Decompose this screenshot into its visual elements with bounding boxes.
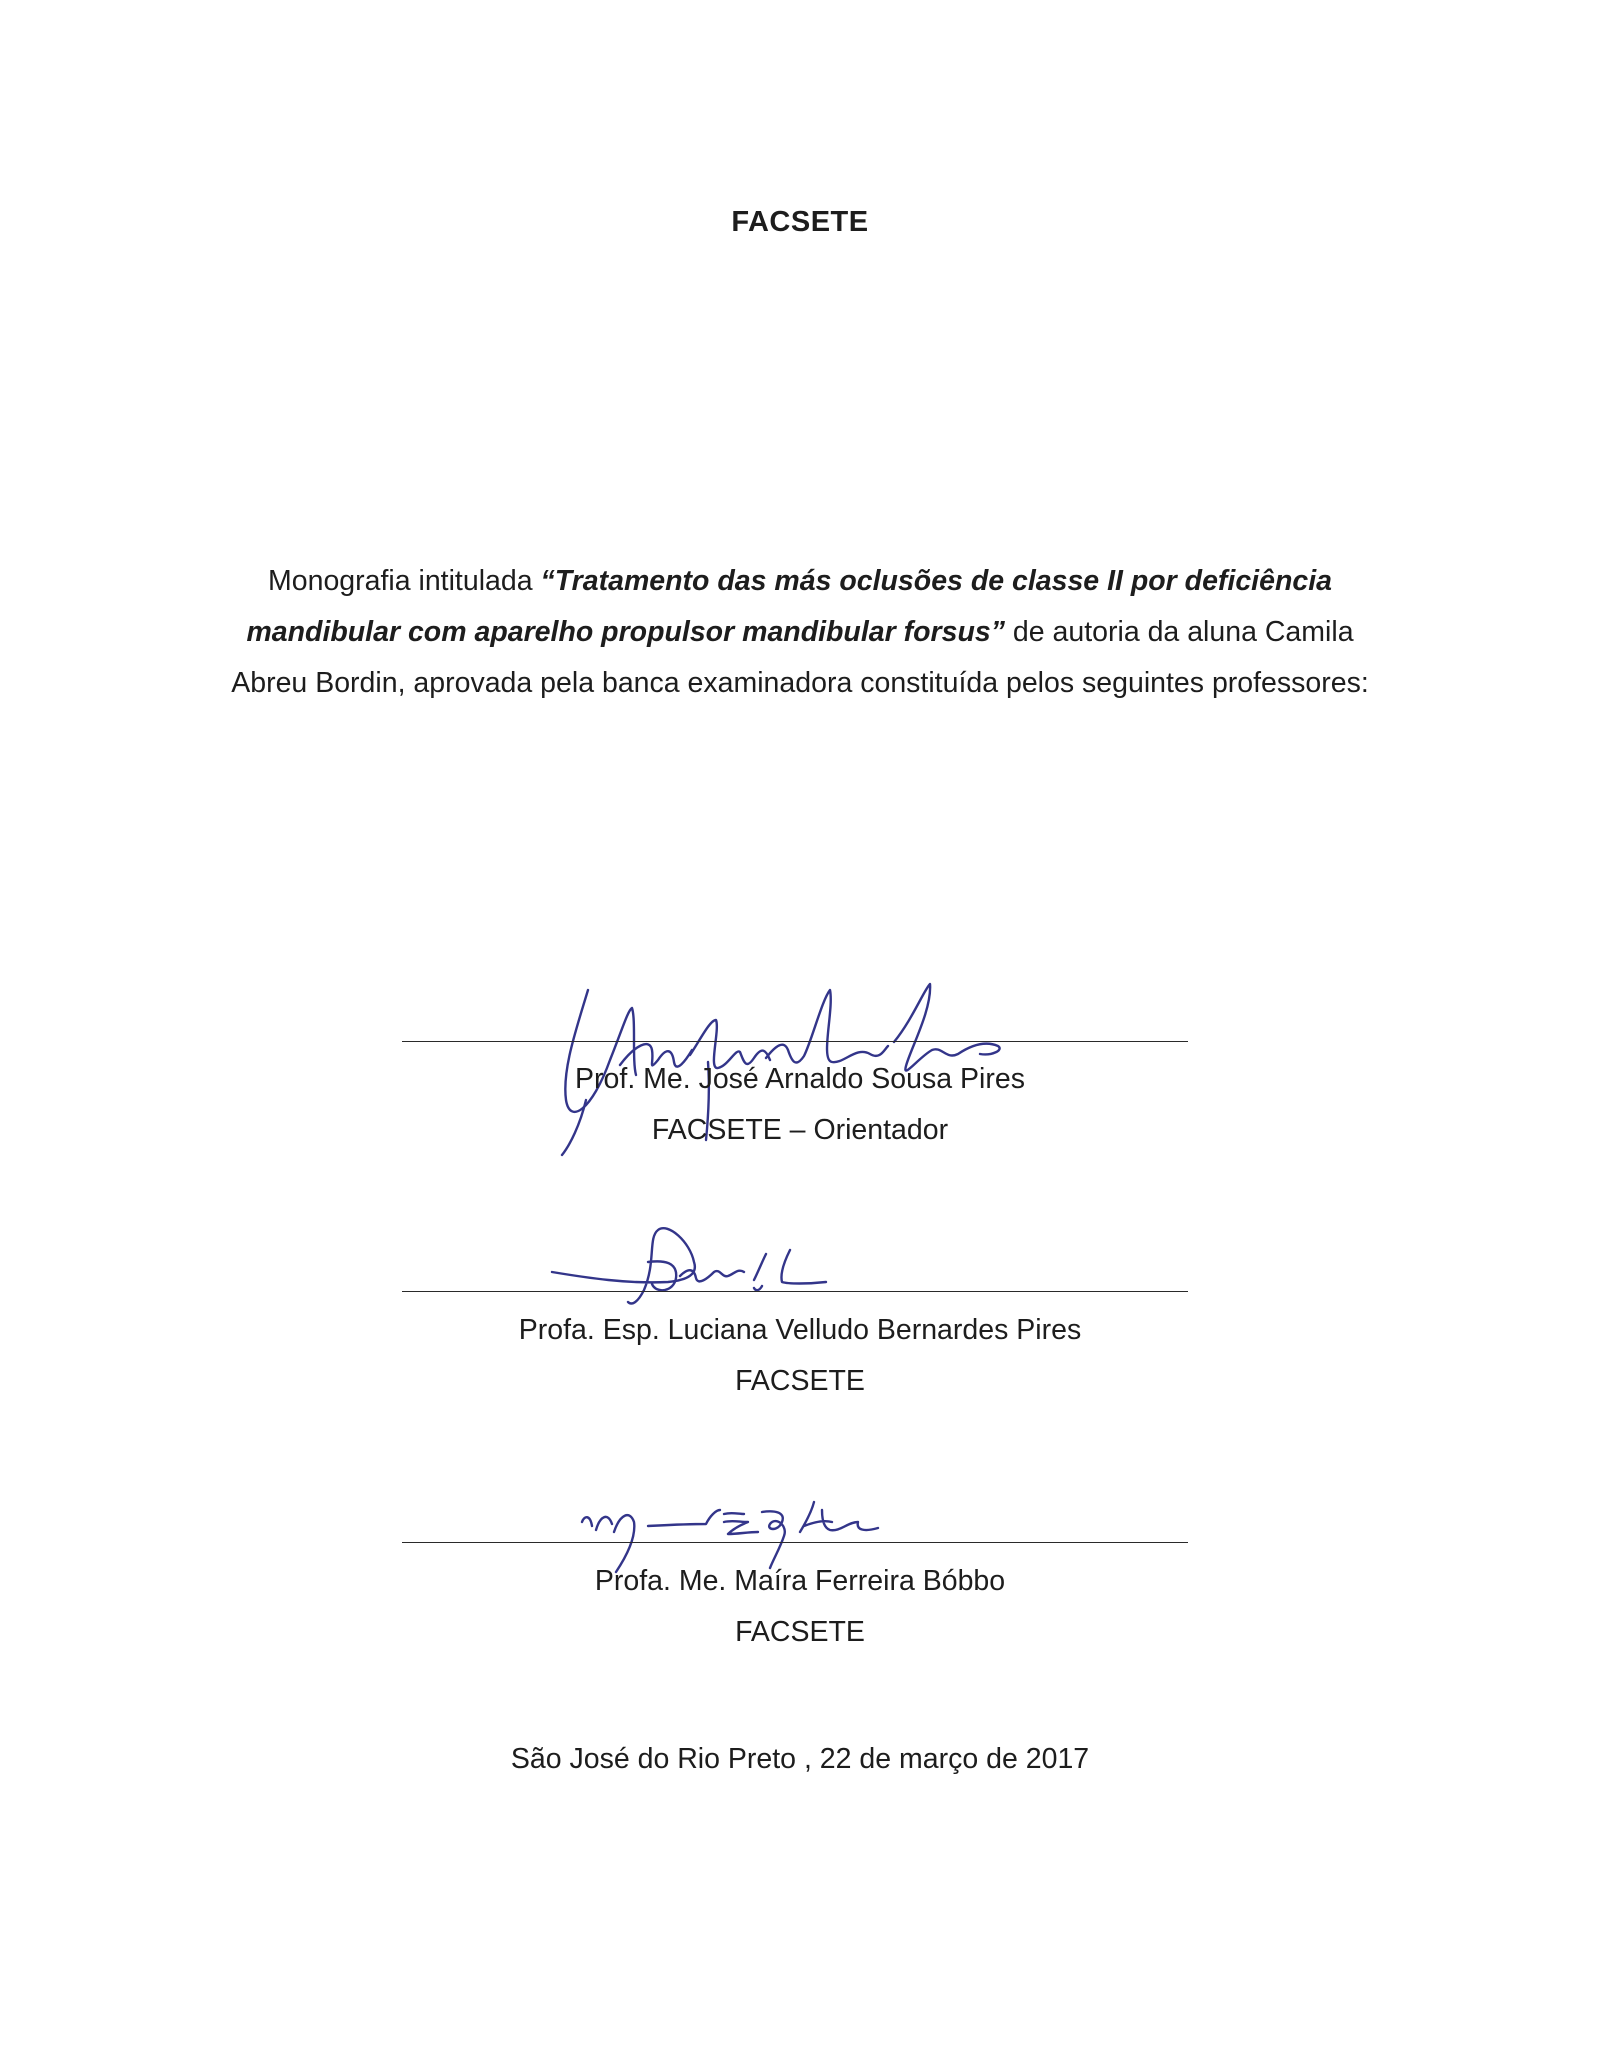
work-title-close-quote: ” <box>990 616 1005 648</box>
signature-line <box>402 1542 1188 1543</box>
approval-prefix: Monografia intitulada <box>268 565 541 597</box>
work-title-open-quote: “ <box>540 565 555 597</box>
signature-line <box>402 1291 1188 1292</box>
institution-header: FACSETE <box>731 206 869 238</box>
committee-member-name: Profa. Me. Maíra Ferreira Bóbbo <box>594 1565 1006 1597</box>
signature-line <box>402 1041 1188 1042</box>
committee-member-affiliation: FACSETE – Orientador <box>651 1114 949 1146</box>
handwritten-signature-icon <box>548 1202 848 1312</box>
approval-statement <box>230 556 1370 709</box>
committee-member-affiliation: FACSETE <box>735 1616 865 1648</box>
committee-member-affiliation: FACSETE <box>735 1365 865 1397</box>
approval-suffix: de autoria da aluna Camila Abreu Bordin, aprovada pela banca examinadora constituída pelos seguintes professores: <box>231 616 1369 699</box>
committee-member-name: Profa. Esp. Luciana Velludo Bernardes Pires <box>518 1314 1082 1346</box>
work-title: Tratamento das más oclusões de classe II por deficiência mandibular com aparelho propulsor mandibular forsus <box>246 565 1332 648</box>
place-and-date: São José do Rio Preto , 22 de março de 2017 <box>510 1743 1090 1775</box>
committee-member-name: Prof. Me. José Arnaldo Sousa Pires <box>575 1063 1025 1095</box>
